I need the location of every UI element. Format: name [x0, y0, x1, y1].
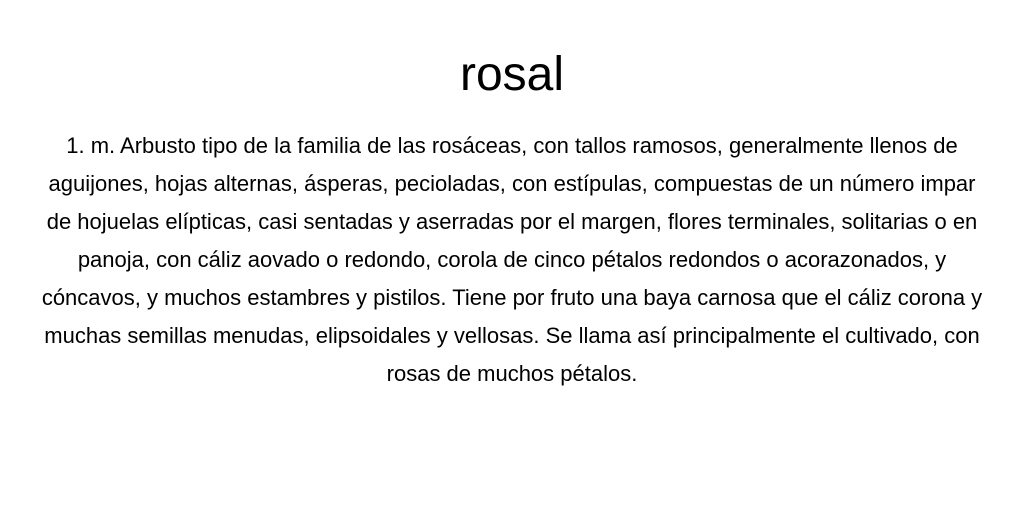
entry-word: rosal [459, 48, 565, 101]
entry-definition: 1. m. Arbusto tipo de la familia de las rosáceas, con tallos ramosos, generalmente llenos de aguijones, hojas alternas, ásperas, pecioladas, con estípulas, compuestas de un número impar de hojuelas elípticas, casi sentadas y aserradas por el margen, flores terminales, solitarias o en panoja, con cáliz aovado o redondo, corola de cinco pétalos redondos o acorazonados, y cóncavos, y muchos estambres y pistilos. Tiene por fruto una baya carnosa que el cáliz corona y muchas semillas menudas, elipsoidales y vellosas. Se llama así principalmente el cultivado, con rosas de muchos pétalos. [41, 133, 983, 386]
